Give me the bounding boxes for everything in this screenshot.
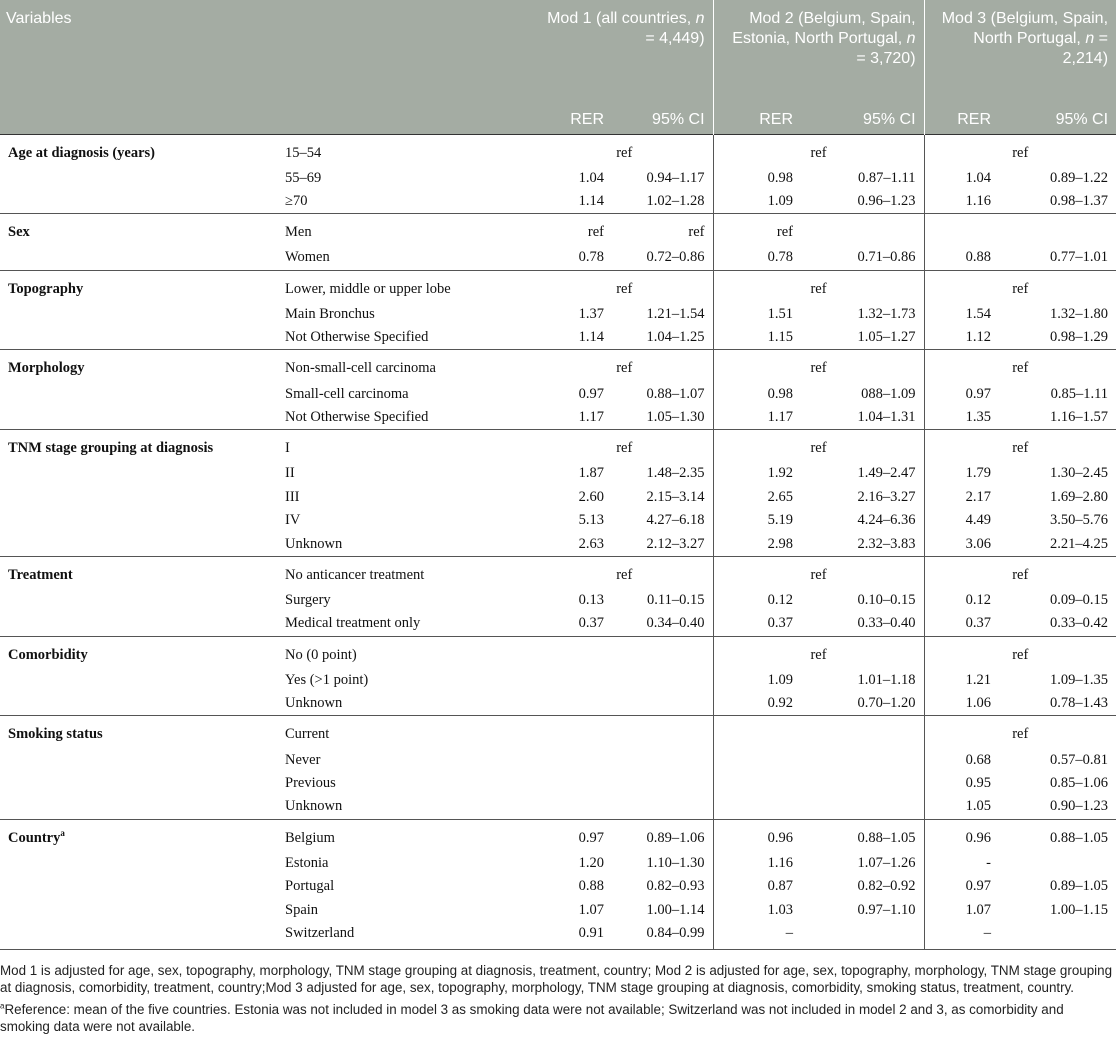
table-row xyxy=(0,303,1116,326)
rer-value: 0.88 xyxy=(924,246,999,270)
rer-value: 1.16 xyxy=(924,190,999,214)
table-row xyxy=(0,852,1116,875)
variable-name: TNM stage grouping at diagnosis xyxy=(0,430,282,463)
rer-value: 0.13 xyxy=(578,591,605,608)
ci-value: 1.30–2.45 xyxy=(1050,465,1109,482)
variable-name xyxy=(0,898,282,921)
table-row xyxy=(0,922,1116,950)
rer-value: 1.03 xyxy=(713,898,801,921)
variable-name xyxy=(0,772,282,795)
ci-value xyxy=(999,852,1116,875)
variable-name xyxy=(0,612,282,636)
category-label: 55–69 xyxy=(285,169,322,186)
rer-value: 0.97 xyxy=(578,385,605,402)
rer-value: 0.97 xyxy=(536,819,612,852)
ci-value: 0.97–1.10 xyxy=(857,901,916,918)
table-row xyxy=(0,898,1116,921)
reference-cell: ref xyxy=(924,270,1116,303)
rer-header: RER xyxy=(924,109,999,134)
ci-value: 0.87–1.11 xyxy=(858,169,916,186)
ci-value: 0.88–1.07 xyxy=(646,385,705,402)
ci-value: 0.96–1.23 xyxy=(857,193,916,210)
category-label: Unknown xyxy=(285,535,343,552)
variable-name xyxy=(0,875,282,898)
table-row xyxy=(0,795,1116,819)
rer-value: 0.78 xyxy=(713,246,801,270)
category-label: Surgery xyxy=(285,591,331,608)
rer-value: 1.04 xyxy=(924,167,999,190)
variable-name: Topography xyxy=(0,270,282,303)
table-row xyxy=(0,486,1116,509)
ci-value: 0.34–0.40 xyxy=(646,615,705,632)
ci-value: 2.12–3.27 xyxy=(646,535,705,552)
table-row xyxy=(0,382,1116,405)
variable-name xyxy=(0,669,282,692)
ci-value xyxy=(612,692,713,716)
variable-name xyxy=(0,462,282,485)
rer-value: 1.17 xyxy=(713,406,801,430)
variable-name: Treatment xyxy=(0,556,282,589)
table-row xyxy=(0,214,1116,247)
rer-value: 0.37 xyxy=(578,615,605,632)
ci-value: 1.00–1.15 xyxy=(1050,901,1109,918)
ci-value: 0.89–1.06 xyxy=(612,819,713,852)
ci-value: 0.89–1.05 xyxy=(1050,878,1109,895)
rer-value: 0.95 xyxy=(924,772,999,795)
rer-value xyxy=(536,716,612,749)
table-row xyxy=(0,532,1116,556)
rer-value: 4.49 xyxy=(924,509,999,532)
variable-name xyxy=(0,167,282,190)
category-label: 15–54 xyxy=(282,134,536,167)
ci-value: 2.32–3.83 xyxy=(857,535,916,552)
category-label: Estonia xyxy=(285,854,329,871)
reference-note: $^a$Reference: mean of the five countries. Estonia was not included in model 3 as smoking data were not available; Switzerland was not included in model 2 and 3, as comorbidity and smoking data were not available. xyxy=(0,1001,1064,1034)
rer-value: 2.63 xyxy=(578,535,605,552)
ci-value: 1.16–1.57 xyxy=(1050,409,1109,426)
ci-value: 1.10–1.30 xyxy=(646,854,705,871)
ci-value xyxy=(801,748,924,771)
reference-cell: ref xyxy=(536,350,713,383)
rer-value: 1.79 xyxy=(924,462,999,485)
model-2-header: Mod 2 (Belgium, Spain, Estonia, North Portugal, n = 3,720) xyxy=(713,0,924,109)
variable-name: Comorbidity xyxy=(0,636,282,669)
category-label: Lower, middle or upper lobe xyxy=(282,270,536,303)
ci-value xyxy=(801,772,924,795)
rer-value xyxy=(713,748,801,771)
rer-value: 1.07 xyxy=(578,901,605,918)
variable-name: Sex xyxy=(0,214,282,247)
ci-value: 0.57–0.81 xyxy=(1050,751,1109,768)
variable-name xyxy=(0,246,282,270)
ci-value: 1.01–1.18 xyxy=(857,671,916,688)
rer-value: 0.96 xyxy=(924,819,999,852)
rer-value: 1.14 xyxy=(578,329,605,346)
rer-value: 0.88 xyxy=(578,878,605,895)
rer-value: – xyxy=(924,922,999,950)
ci-value: 0.88–1.05 xyxy=(999,819,1116,852)
ci-value: 4.24–6.36 xyxy=(857,512,916,529)
rer-value: 0.12 xyxy=(924,589,999,612)
table-row xyxy=(0,819,1116,852)
category-label: Unknown xyxy=(285,695,343,712)
rer-value: 2.65 xyxy=(713,486,801,509)
rer-value: 0.12 xyxy=(713,589,801,612)
table-row xyxy=(0,772,1116,795)
ci-value: 1.21–1.54 xyxy=(646,305,705,322)
rer-value xyxy=(536,795,612,819)
footnotes xyxy=(0,962,1116,1040)
ci-value: 0.72–0.86 xyxy=(646,249,705,266)
ci-value: 0.98–1.37 xyxy=(1050,193,1109,210)
reference-cell: ref xyxy=(536,270,713,303)
ci-value xyxy=(612,669,713,692)
category-label: Women xyxy=(285,249,330,266)
table-row xyxy=(0,430,1116,463)
category-label: Switzerland xyxy=(282,922,536,950)
rer-value: ref xyxy=(713,214,801,247)
rer-value xyxy=(536,748,612,771)
rer-value: 0.68 xyxy=(924,748,999,771)
ci-value: 0.94–1.17 xyxy=(646,169,705,186)
rer-value: 1.21 xyxy=(924,669,999,692)
ci-value: 0.09–0.15 xyxy=(1050,591,1109,608)
reference-cell: ref xyxy=(924,636,1116,669)
ci-header: 95% CI xyxy=(801,109,924,134)
table-row xyxy=(0,326,1116,350)
ci-value: 0.70–1.20 xyxy=(857,695,916,712)
table-row xyxy=(0,748,1116,771)
reference-cell: ref xyxy=(713,270,924,303)
rer-value: 1.20 xyxy=(578,854,605,871)
rer-value: – xyxy=(713,922,801,950)
variable-name xyxy=(0,303,282,326)
ci-value: 1.04–1.31 xyxy=(857,409,916,426)
variable-name xyxy=(0,589,282,612)
ci-value: 0.10–0.15 xyxy=(857,591,916,608)
variable-name: Morphology xyxy=(0,350,282,383)
rer-value: 3.06 xyxy=(924,532,999,556)
table-row xyxy=(0,716,1116,749)
reference-cell: ref xyxy=(713,430,924,463)
ci-value xyxy=(612,716,713,749)
ci-value: 0.88–1.05 xyxy=(801,819,924,852)
table-row xyxy=(0,134,1116,167)
table-row xyxy=(0,350,1116,383)
rer-value: 1.14 xyxy=(578,193,605,210)
rer-value: 1.54 xyxy=(924,303,999,326)
category-label: Previous xyxy=(285,774,336,791)
ci-value: 0.78–1.43 xyxy=(1050,695,1109,712)
reference-cell: ref xyxy=(924,430,1116,463)
rer-value: 2.60 xyxy=(578,488,605,505)
ci-value xyxy=(801,922,924,950)
category-label: Medical treatment only xyxy=(285,615,421,632)
rer-value xyxy=(713,795,801,819)
adjustment-note: Mod 1 is adjusted for age, sex, topography, morphology, TNM stage grouping at diagnosis, treatment, country; Mod 2 is adjusted for age, sex, topography, morphology, TNM stage grouping at diagnosis, comorbidity, treatment, country;Mod 3 adjusted for age, sex, topography, morphology, TNM stage grouping at diagnosis, comorbidity, smoking status, treatment, country. xyxy=(0,963,1113,995)
category-label: Non-small-cell carcinoma xyxy=(282,350,536,383)
rer-value: 0.91 xyxy=(536,922,612,950)
rer-value: 5.19 xyxy=(713,509,801,532)
table-row xyxy=(0,636,1116,669)
rer-value: 0.37 xyxy=(713,612,801,636)
rer-value: 0.87 xyxy=(713,875,801,898)
rer-value: 1.09 xyxy=(713,669,801,692)
category-label: Small-cell carcinoma xyxy=(285,385,409,402)
ci-value: 1.00–1.14 xyxy=(646,901,705,918)
table-row xyxy=(0,246,1116,270)
table-row xyxy=(0,270,1116,303)
table-row xyxy=(0,406,1116,430)
rer-value: 1.15 xyxy=(713,326,801,350)
table-row xyxy=(0,589,1116,612)
ci-value: 1.32–1.73 xyxy=(857,305,916,322)
category-label: Spain xyxy=(285,901,319,918)
ci-value: 0.89–1.22 xyxy=(1050,169,1109,186)
rer-header: RER xyxy=(713,109,801,134)
model-1-header: Mod 1 (all countries, n = 4,449) xyxy=(536,0,713,109)
category-label: III xyxy=(285,488,300,505)
ci-value: 4.27–6.18 xyxy=(646,512,705,529)
variable-name: Country$^a$ xyxy=(0,819,282,852)
category-label: Belgium xyxy=(282,819,536,852)
ci-value: 1.49–2.47 xyxy=(857,465,916,482)
table-header xyxy=(0,0,1116,134)
ci-value xyxy=(801,214,924,247)
category-label: IV xyxy=(285,512,301,529)
ci-value: 2.15–3.14 xyxy=(646,488,705,505)
variable-name xyxy=(0,406,282,430)
rer-value xyxy=(536,636,612,669)
rer-value: 1.51 xyxy=(713,303,801,326)
variable-name xyxy=(0,382,282,405)
category-label: No anticancer treatment xyxy=(282,556,536,589)
ci-value: 088–1.09 xyxy=(861,385,916,402)
ci-value xyxy=(999,214,1116,247)
rer-value: 2.98 xyxy=(713,532,801,556)
ci-value: 1.05–1.30 xyxy=(646,409,705,426)
ci-value: 3.50–5.76 xyxy=(1050,512,1109,529)
table-row xyxy=(0,556,1116,589)
table-row xyxy=(0,875,1116,898)
category-label: ≥70 xyxy=(285,193,308,210)
ci-value: 0.98–1.29 xyxy=(1050,329,1109,346)
ci-value: 1.04–1.25 xyxy=(646,329,705,346)
ci-value: 0.90–1.23 xyxy=(1050,798,1109,815)
rer-value: 0.78 xyxy=(578,249,605,266)
ci-value: ref xyxy=(612,214,713,247)
ci-header: 95% CI xyxy=(612,109,713,134)
category-label: Never xyxy=(285,751,321,768)
rer-value: 1.17 xyxy=(578,409,605,426)
rer-header: RER xyxy=(536,109,612,134)
reference-cell: ref xyxy=(536,556,713,589)
ci-value xyxy=(999,922,1116,950)
ci-value xyxy=(612,795,713,819)
variables-header: Variables xyxy=(0,0,536,109)
variable-name: Smoking status xyxy=(0,716,282,749)
reference-cell: ref xyxy=(713,350,924,383)
reference-cell: ref xyxy=(924,350,1116,383)
reference-cell: ref xyxy=(713,134,924,167)
rer-value: - xyxy=(924,852,999,875)
variable-name xyxy=(0,190,282,214)
category-label: I xyxy=(282,430,536,463)
ci-value: 1.07–1.26 xyxy=(857,854,916,871)
table-body xyxy=(0,134,1116,950)
ci-value: 1.09–1.35 xyxy=(1050,671,1109,688)
rer-value: 1.07 xyxy=(924,898,999,921)
ci-value: 1.48–2.35 xyxy=(646,465,705,482)
variable-name: Age at diagnosis (years) xyxy=(0,134,282,167)
rer-value: 1.09 xyxy=(713,190,801,214)
category-label: Current xyxy=(282,716,536,749)
ci-value: 0.84–0.99 xyxy=(612,922,713,950)
ci-value: 0.33–0.42 xyxy=(1050,615,1109,632)
ci-value: 0.33–0.40 xyxy=(857,615,916,632)
rer-value xyxy=(536,669,612,692)
ci-value: 1.32–1.80 xyxy=(1050,305,1109,322)
ci-value: 0.77–1.01 xyxy=(1050,249,1109,266)
ci-value: 2.16–3.27 xyxy=(857,488,916,505)
rer-value: 0.97 xyxy=(924,382,999,405)
rer-value: 1.92 xyxy=(713,462,801,485)
table-row xyxy=(0,462,1116,485)
rer-value: 0.96 xyxy=(713,819,801,852)
variable-name xyxy=(0,922,282,950)
rer-value: 1.37 xyxy=(578,305,605,322)
variable-name xyxy=(0,852,282,875)
table-row xyxy=(0,167,1116,190)
rer-value: 1.12 xyxy=(924,326,999,350)
table-row xyxy=(0,669,1116,692)
rer-value: 1.35 xyxy=(924,406,999,430)
reference-cell: ref xyxy=(536,134,713,167)
category-label: Unknown xyxy=(285,798,343,815)
reference-cell: ref xyxy=(713,636,924,669)
ci-value: 0.82–0.93 xyxy=(646,878,705,895)
ci-value: 0.85–1.06 xyxy=(1050,774,1109,791)
category-label: Main Bronchus xyxy=(285,305,375,322)
table-row xyxy=(0,612,1116,636)
variable-name xyxy=(0,509,282,532)
reference-cell: ref xyxy=(924,134,1116,167)
ci-value: 2.21–4.25 xyxy=(1050,535,1109,552)
reference-cell: ref xyxy=(713,556,924,589)
ci-value xyxy=(612,636,713,669)
reference-cell: ref xyxy=(536,430,713,463)
category-label: Portugal xyxy=(285,878,335,895)
category-label: Yes (>1 point) xyxy=(285,671,369,688)
ci-value: 1.05–1.27 xyxy=(857,329,916,346)
rer-value: 1.87 xyxy=(578,465,605,482)
ci-value xyxy=(801,795,924,819)
reference-cell: ref xyxy=(924,716,1116,749)
rer-value xyxy=(713,716,801,749)
rer-value xyxy=(924,214,999,247)
category-label: Not Otherwise Specified xyxy=(285,409,429,426)
ci-value xyxy=(612,772,713,795)
ci-value xyxy=(612,748,713,771)
rer-value: 0.98 xyxy=(713,167,801,190)
ci-header: 95% CI xyxy=(999,109,1116,134)
ci-value: 1.02–1.28 xyxy=(646,193,705,210)
rer-value: 0.37 xyxy=(924,612,999,636)
rer-value: 0.97 xyxy=(924,875,999,898)
variable-name xyxy=(0,692,282,716)
rer-value: 0.98 xyxy=(713,382,801,405)
reference-cell: ref xyxy=(924,556,1116,589)
table-row xyxy=(0,509,1116,532)
category-label: II xyxy=(285,465,295,482)
ci-value: 0.11–0.15 xyxy=(647,591,705,608)
rer-value: 2.17 xyxy=(924,486,999,509)
ci-value: 0.71–0.86 xyxy=(857,249,916,266)
table-row xyxy=(0,692,1116,716)
variable-name xyxy=(0,795,282,819)
category-label: Men xyxy=(282,214,536,247)
rer-value xyxy=(536,692,612,716)
variable-name xyxy=(0,748,282,771)
category-label: Not Otherwise Specified xyxy=(285,329,429,346)
ci-value xyxy=(801,716,924,749)
rer-value: 0.92 xyxy=(713,692,801,716)
model-3-header: Mod 3 (Belgium, Spain, North Portugal, n = 2,214) xyxy=(924,0,1116,109)
rer-value: 1.06 xyxy=(924,692,999,716)
ci-value: 1.69–2.80 xyxy=(1050,488,1109,505)
category-label: No (0 point) xyxy=(282,636,536,669)
rer-value xyxy=(536,772,612,795)
table-row xyxy=(0,190,1116,214)
variable-name xyxy=(0,486,282,509)
rer-value: 1.16 xyxy=(713,852,801,875)
rer-value: 1.04 xyxy=(578,169,605,186)
ci-value: 0.85–1.11 xyxy=(1050,385,1109,402)
rer-value: 1.05 xyxy=(924,795,999,819)
variable-name xyxy=(0,532,282,556)
variable-name xyxy=(0,326,282,350)
ci-value: 0.82–0.92 xyxy=(857,878,916,895)
rer-value: ref xyxy=(536,214,612,247)
rer-value xyxy=(713,772,801,795)
rer-value: 5.13 xyxy=(578,512,605,529)
